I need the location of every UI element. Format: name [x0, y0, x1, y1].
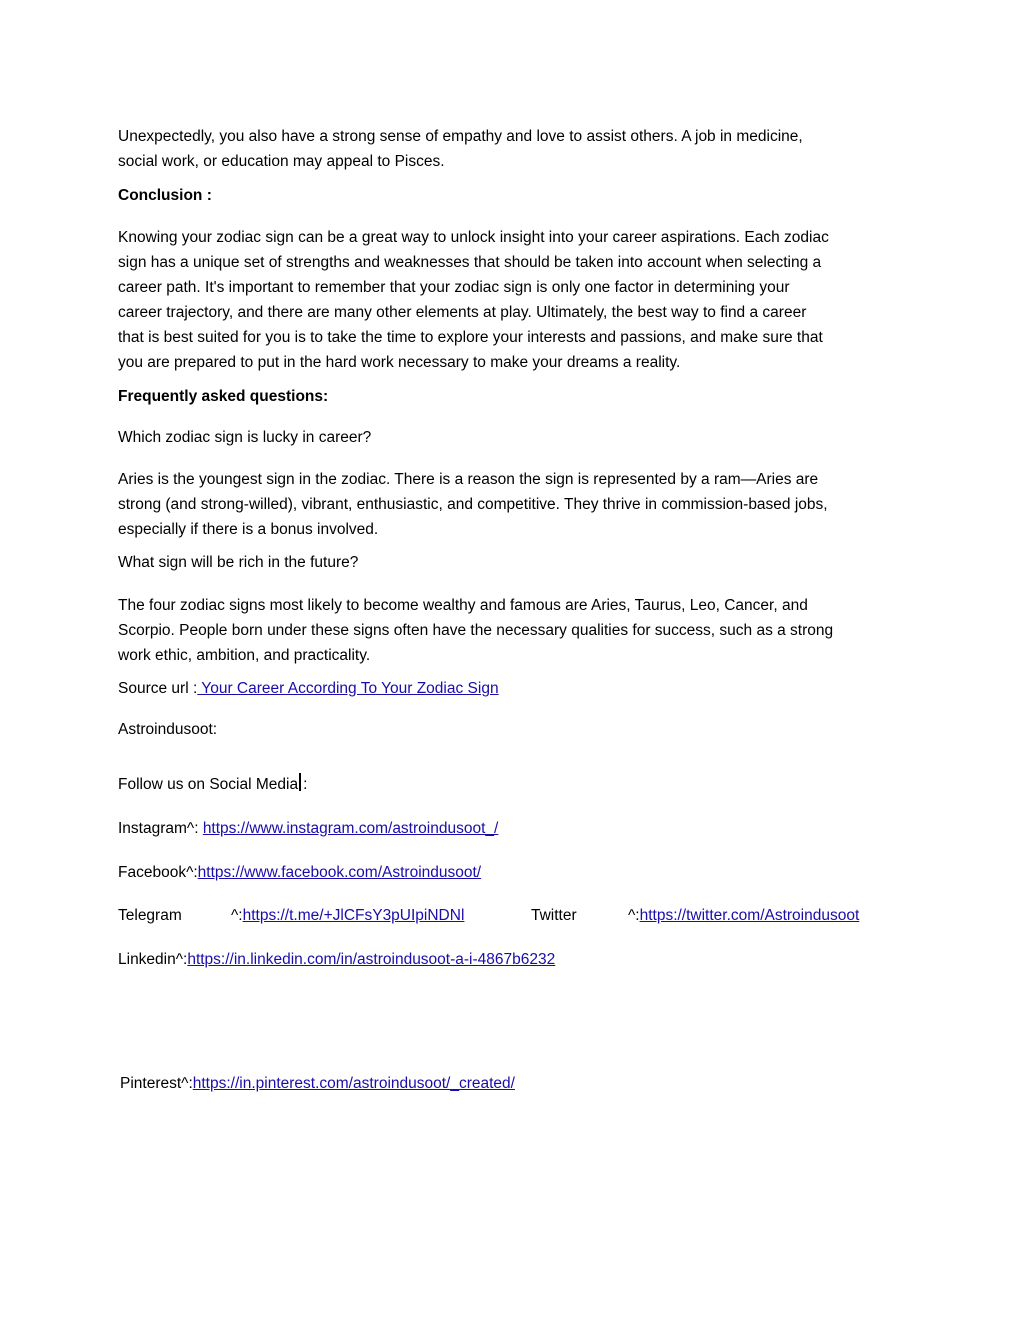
twitter-label: Twitter: [531, 907, 577, 924]
faq-answer-2-line: work ethic, ambition, and practicality.: [118, 647, 371, 664]
twitter-sep: ^:: [628, 907, 640, 924]
follow-line: [118, 772, 307, 797]
faq-question-1: Which zodiac sign is lucky in career?: [118, 429, 372, 446]
linkedin-line: [118, 947, 555, 972]
instagram-line: [118, 816, 498, 841]
faq-answer-2-line: The four zodiac signs most likely to become wealthy and famous are Aries, Taurus, Leo, Cancer, and: [118, 597, 808, 614]
twitter-link[interactable]: https://twitter.com/Astroindusoot: [639, 907, 860, 924]
pinterest-link[interactable]: https://in.pinterest.com/astroindusoot/_created/: [192, 1075, 515, 1092]
source-link[interactable]: Your Career According To Your Zodiac Sign: [197, 680, 499, 697]
faq-question-2: What sign will be rich in the future?: [118, 554, 359, 571]
linkedin-link[interactable]: https://in.linkedin.com/in/astroindusoot-a-i-4867b6232: [187, 951, 556, 968]
faq-answer-1-line: strong (and strong-willed), vibrant, enthusiastic, and competitive. They thrive in commission-based jobs,: [118, 496, 828, 513]
instagram-label: Instagram^:: [118, 820, 203, 837]
follow-suffix: :: [303, 776, 308, 793]
faq-heading: Frequently asked questions:: [118, 388, 329, 405]
conclusion-line: sign has a unique set of strengths and weaknesses that should be taken into account when selecting a: [118, 254, 822, 271]
faq-answer-1-line: especially if there is a bonus involved.: [118, 521, 379, 538]
pinterest-label: Pinterest^:: [120, 1075, 193, 1092]
linkedin-label: Linkedin^:: [118, 951, 188, 968]
telegram-label: Telegram: [118, 907, 182, 924]
telegram-link[interactable]: https://t.me/+JlCFsY3pUIpiNDNl: [242, 907, 465, 924]
conclusion-line: career trajectory, and there are many other elements at play. Ultimately, the best way to find a career: [118, 304, 807, 321]
pinterest-line: [120, 1071, 515, 1096]
intro-line-2: social work, or education may appeal to Pisces.: [118, 153, 445, 170]
conclusion-heading: Conclusion :: [118, 187, 212, 204]
source-line: [118, 676, 499, 701]
faq-answer-1-line: Aries is the youngest sign in the zodiac. There is a reason the sign is represented by a ram—Aries are: [118, 471, 819, 488]
facebook-label: Facebook^:: [118, 864, 198, 881]
instagram-link[interactable]: https://www.instagram.com/astroindusoot_/: [202, 820, 499, 837]
conclusion-line: that is best suited for you is to take the time to explore your interests and passions, and make sure that: [118, 329, 823, 346]
telegram-sep: ^:: [231, 907, 243, 924]
twitter-line: [628, 903, 859, 928]
telegram-line: [231, 903, 464, 928]
facebook-link[interactable]: https://www.facebook.com/Astroindusoot/: [197, 864, 482, 881]
intro-line-1: Unexpectedly, you also have a strong sense of empathy and love to assist others. A job in medicine,: [118, 128, 803, 145]
source-label: Source url :: [118, 680, 198, 697]
faq-answer-2-line: Scorpio. People born under these signs often have the necessary qualities for success, such as a strong: [118, 622, 834, 639]
brand-name: Astroindusoot:: [118, 721, 218, 738]
conclusion-line: you are prepared to put in the hard work necessary to make your dreams a reality.: [118, 354, 681, 371]
text-cursor-mark: [299, 773, 301, 791]
conclusion-line: Knowing your zodiac sign can be a great way to unlock insight into your career aspirations. Each zodiac: [118, 229, 829, 246]
facebook-line: [118, 860, 481, 885]
conclusion-line: career path. It's important to remember that your zodiac sign is only one factor in determining your: [118, 279, 790, 296]
follow-label: Follow us on Social Media: [118, 776, 299, 793]
